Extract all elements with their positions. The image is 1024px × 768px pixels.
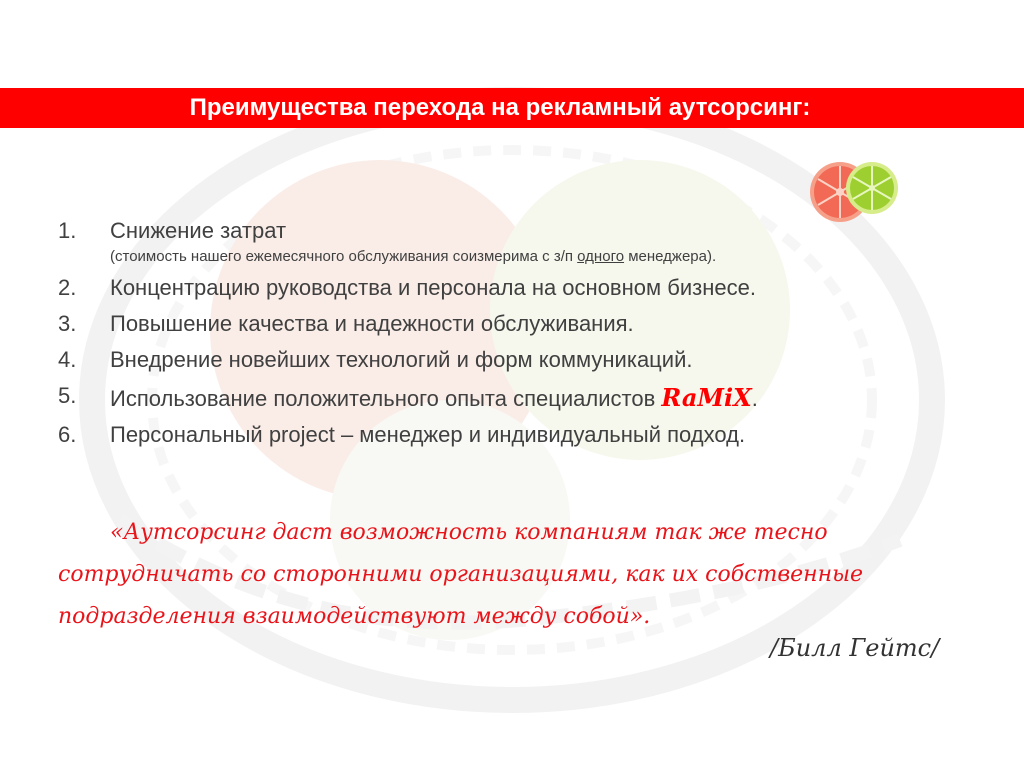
subtext-part: (стоимость нашего ежемесячного обслуживания соизмерима с з/п <box>110 248 578 265</box>
item-number: 1. <box>58 218 77 243</box>
item-text: Снижение затрат <box>110 218 287 243</box>
list-item <box>58 422 958 448</box>
item-text: Повышение качества и надежности обслуживания. <box>110 311 634 336</box>
item-text-end: . <box>751 386 758 411</box>
item-number: 4. <box>58 347 77 372</box>
slide-title: Преимущества перехода на рекламный аутсорсинг: <box>189 94 811 121</box>
advantages-list <box>58 218 958 448</box>
item-number: 2. <box>58 275 77 300</box>
item-subtext <box>110 248 958 265</box>
quote-author: /Билл Гейтс/ <box>770 634 940 662</box>
item-number: 3. <box>58 311 77 336</box>
list-item <box>58 275 958 301</box>
quote: «Аутсорсинг даст возможность компаниям так же тесно сотрудничать со сторонними организациями, как их собственные подразделения взаимодействуют между собой». <box>58 520 864 629</box>
list-item <box>58 347 958 373</box>
item-text: Концентрацию руководства и персонала на основном бизнесе. <box>110 275 756 300</box>
item-number: 5. <box>58 383 77 408</box>
list-item <box>58 383 958 412</box>
list-item <box>58 311 958 337</box>
ramix-brand: RaMiX <box>661 383 752 412</box>
item-number: 6. <box>58 422 77 447</box>
subtext-part: менеджера). <box>624 248 717 265</box>
item-text: Использование положительного опыта специалистов <box>110 386 662 411</box>
item-text: Внедрение новейших технологий и форм коммуникаций. <box>110 347 693 372</box>
title-bar <box>0 88 1024 128</box>
list-item <box>58 218 958 265</box>
item-text: Персональный project – менеджер и индивидуальный подход. <box>110 422 746 447</box>
subtext-underlined: одного <box>577 248 625 265</box>
